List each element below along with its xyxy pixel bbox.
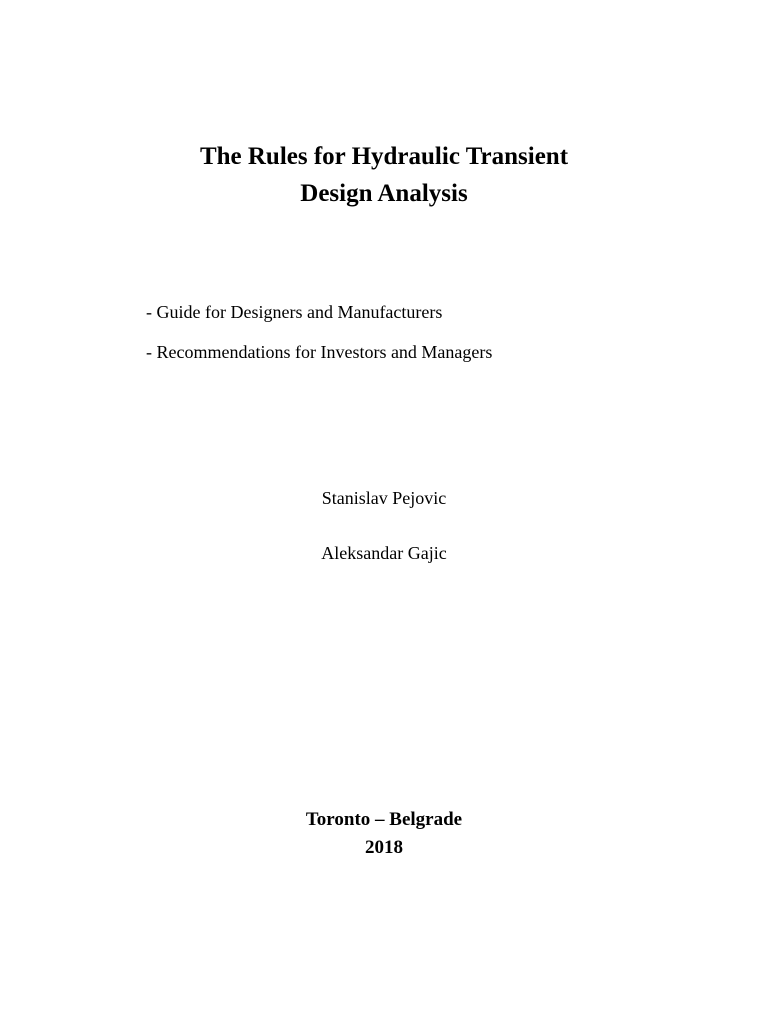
book-title-line-2: Design Analysis [300, 180, 468, 207]
author-name: Aleksandar Gajic [321, 543, 447, 563]
publication-info [0, 806, 768, 862]
subtitle-item: - Recommendations for Investors and Managers [146, 342, 493, 362]
author-list [0, 487, 768, 597]
publication-place: Toronto – Belgrade [305, 809, 463, 830]
publication-year: 2018 [365, 837, 403, 858]
book-title-line-1: The Rules for Hydraulic Transient [199, 143, 569, 170]
subtitle-list [146, 302, 492, 382]
book-title [0, 138, 768, 212]
subtitle-item: - Guide for Designers and Manufacturers [146, 302, 443, 322]
author-name: Stanislav Pejovic [321, 488, 447, 508]
